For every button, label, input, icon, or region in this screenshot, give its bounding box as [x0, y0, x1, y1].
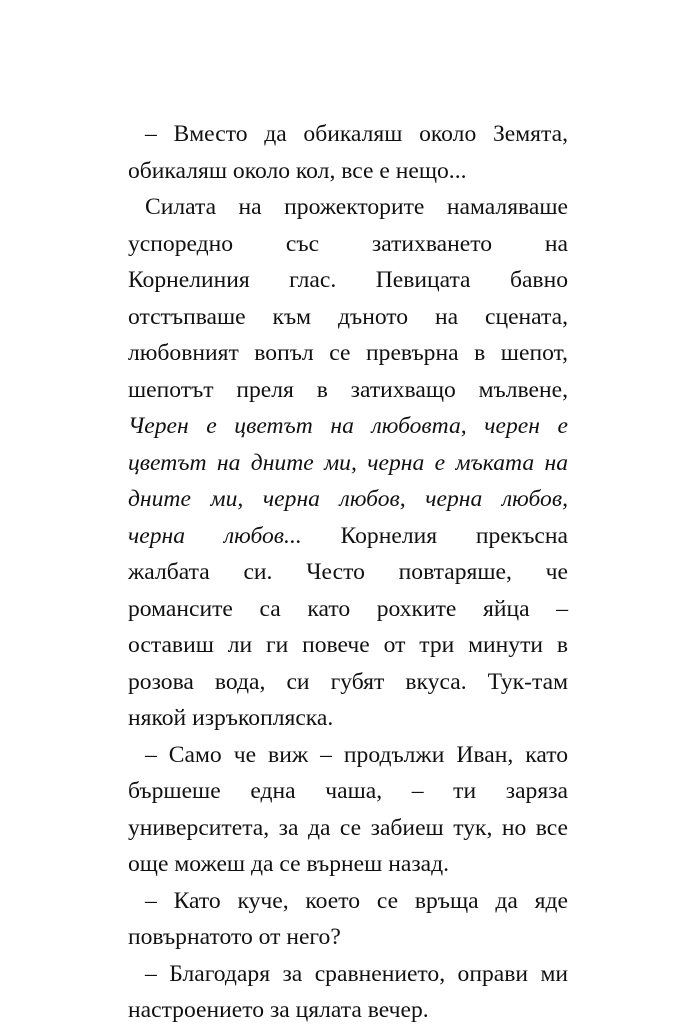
text-line [128, 846, 568, 883]
text-segment: повърнатото от него? [128, 924, 341, 950]
text-line [128, 518, 568, 555]
text-segment: настроението за цялата вечер. [128, 997, 429, 1023]
text-line [128, 481, 568, 518]
text-segment: обикаляш около кол, все е нещо... [128, 157, 467, 184]
text-line [128, 992, 568, 1029]
italic-text-segment: Черен е цветът на любовта, черен е [128, 413, 568, 439]
text-segment: още можеш да се върнеш назад. [128, 851, 450, 877]
text-segment: Силата на прожекторите намаляваше [145, 194, 568, 220]
text-line [128, 408, 568, 445]
text-segment: – Благодаря за сравнението, оправи ми [145, 960, 568, 987]
italic-text-segment: цветът на дните ми, черна е мъката на [128, 449, 568, 476]
text-line [128, 372, 568, 409]
text-segment: оставиш ли ги повече от три минути в [128, 632, 568, 658]
book-page-text [128, 116, 568, 1029]
text-segment: любовният вопъл се превърна в шепот, [128, 340, 568, 366]
text-segment: жалбата си. Често повтаряше, че [128, 559, 568, 585]
text-line [128, 116, 568, 153]
text-segment: отстъпваше към дъното на сцената, [128, 303, 568, 330]
italic-text-segment: черна любов... [128, 522, 302, 549]
text-line [128, 664, 568, 701]
text-segment: романсите са като рохките яйца – [128, 595, 568, 622]
text-line [128, 919, 568, 956]
text-line [128, 226, 568, 263]
text-segment: – Вместо да обикаляш около Земята, [145, 121, 568, 147]
text-line [128, 773, 568, 810]
text-line [128, 810, 568, 847]
text-line [128, 153, 568, 190]
text-segment: университета, за да се забиеш тук, но все [128, 814, 568, 841]
text-line [128, 445, 568, 482]
text-line [128, 299, 568, 336]
text-segment: Корнелиния глас. Певицата бавно [128, 267, 568, 293]
text-line [128, 554, 568, 591]
text-line [128, 262, 568, 299]
text-segment: бършеше една чаша, – ти заряза [128, 778, 568, 804]
text-line [128, 883, 568, 920]
text-segment: шепотът преля в затихващо мълвене, [128, 376, 568, 403]
italic-text-segment: дните ми, черна любов, черна любов, [128, 486, 568, 512]
text-line [128, 956, 568, 993]
text-segment: успоредно със затихването на [128, 230, 568, 257]
text-segment: – Само че виж – продължи Иван, като [145, 741, 568, 768]
text-line [128, 335, 568, 372]
text-segment: Корнелия прекъсна [301, 522, 569, 549]
text-segment: розова вода, си губят вкуса. Тук-там [128, 668, 568, 695]
text-line [128, 189, 568, 226]
text-line [128, 737, 568, 774]
text-segment: – Като куче, което се връща да яде [145, 887, 568, 914]
text-line [128, 627, 568, 664]
text-line [128, 700, 568, 737]
text-line [128, 591, 568, 628]
text-segment: някой изръкопляска. [128, 705, 334, 731]
